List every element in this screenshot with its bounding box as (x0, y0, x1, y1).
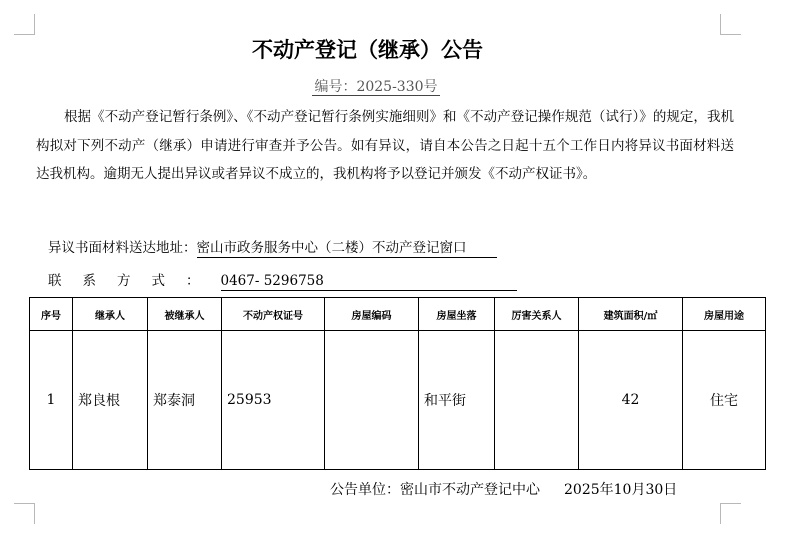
table-header-row (30, 298, 766, 331)
contact-line (48, 269, 517, 291)
header-interested-party: 厉害关系人 (495, 298, 579, 331)
page-corner-mark-top-right (720, 14, 741, 35)
header-floor-area: 建筑面积/㎡ (579, 298, 683, 331)
table-row (30, 331, 766, 470)
header-house-use: 房屋用途 (683, 298, 766, 331)
header-serial: 序号 (30, 298, 73, 331)
header-decedent: 被继承人 (148, 298, 222, 331)
page-corner-mark-top-left (14, 14, 35, 35)
address-line (48, 236, 497, 258)
cell-decedent: 郑泰洞 (148, 331, 222, 470)
address-value: 密山市政务服务中心（二楼）不动产登记窗口 (197, 239, 497, 258)
cell-serial: 1 (30, 331, 73, 470)
cell-floor-area: 42 (579, 331, 683, 470)
header-house-code: 房屋编码 (325, 298, 419, 331)
contact-label: 联系方式： (48, 273, 221, 289)
issue-date: 2025年10月30日 (564, 482, 678, 498)
header-house-location: 房屋坐落 (419, 298, 495, 331)
cell-house-use: 住宅 (683, 331, 766, 470)
page-corner-mark-bottom-right (720, 503, 741, 524)
page-title: 不动产登记（继承）公告 (252, 38, 483, 62)
cell-house-location: 和平街 (419, 331, 495, 470)
cell-certificate-number: 25953 (222, 331, 325, 470)
header-certificate-number: 不动产权证号 (222, 298, 325, 331)
page-corner-mark-bottom-left (14, 503, 35, 524)
address-label: 异议书面材料送达地址： (48, 240, 197, 256)
cell-interested-party (495, 331, 579, 470)
contact-value: 0467- 5296758 (221, 272, 517, 291)
footer (330, 479, 677, 499)
registration-table (29, 297, 766, 470)
issuer: 公告单位：密山市不动产登记中心 (330, 482, 540, 498)
cell-house-code (325, 331, 419, 470)
document-number (0, 76, 752, 96)
intro-paragraph: 根据《不动产登记暂行条例》、《不动产登记暂行条例实施细则》和《不动产登记操作规范（试行）》的规定，我机构拟对下列不动产（继承）申请进行审查并予公告。如有异议，请自本公告之日起十五个工作日内将异议书面材料送达我机构。逾期无人提出异议或者异议不成立的，我机构将予以登记并颁发《不动产权证书》。 (36, 109, 734, 183)
cell-heir: 郑良根 (73, 331, 148, 470)
header-heir: 继承人 (73, 298, 148, 331)
document-number-text: 编号：2025-330号 (314, 79, 438, 95)
